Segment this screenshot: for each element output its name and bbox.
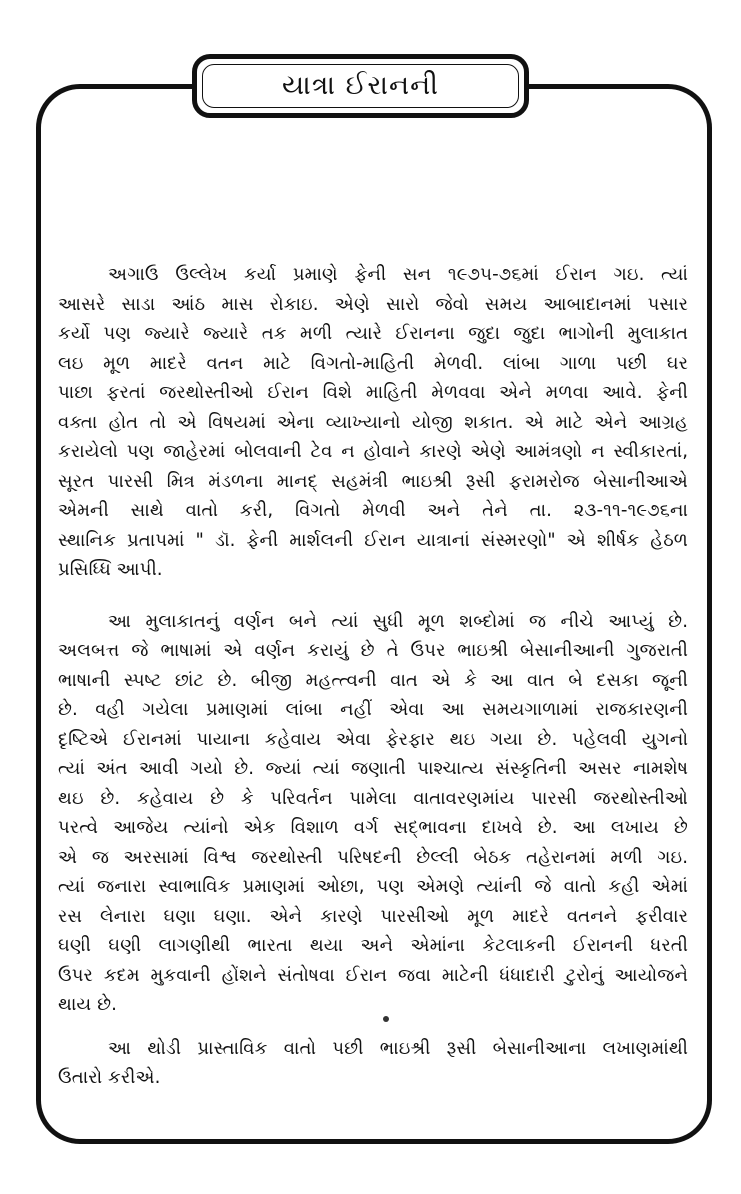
paragraph-3 (58, 1034, 688, 1093)
text-line: લઇ મૂળ માદરે વતન માટે વિગતો-માહિતી મેળવી. લાંબા ગાળા પછી ઘર (58, 352, 688, 374)
text-line: કર્યો પણ જ્યારે જ્યારે તક મળી ત્યારે ઈરાનના જુદા જુદા ભાગોની મુલાકાત (58, 323, 688, 344)
text-line: પાછા ફરતાં જરથોસ્તીઓ ઈરાન વિશે માહિતી મેળવવા એને મળવા આવે. ફેની (58, 382, 688, 403)
text-line: કરાયેલો પણ જાહેરમાં બોલવાની ટેવ ન હોવાને કારણે એણે આમંત્રણો ન સ્વીકારતાં, (58, 441, 688, 462)
text-line: ઉપર કદમ મુકવાની હોંશને સંતોષવા ઈરાન જવા માટેની ધંધાદારી ટુરોનું આયોજને (58, 964, 688, 986)
text-line: ઘણી ઘણી લાગણીથી ભારતા થયા અને એમાંના કેટલાકની ઈરાનની ધરતી (58, 935, 688, 956)
text-line: સ્થાનિક પ્રતાપમાં " ડૉ. ફેની માર્શલની ઈરાન યાત્રાનાં સંસ્મરણો" એ શીર્ષક હેઠળ (58, 529, 688, 551)
ink-dot (383, 1016, 389, 1022)
page-title: યાત્રા ઈરાનની (282, 70, 439, 101)
text-line: એ જ અરસામાં વિશ્વ જરથોસ્તી પરિષદની છેલ્લી બેઠક તહેરાનમાં મળી ગઇ. (58, 846, 688, 868)
paragraph-gap (58, 1020, 688, 1034)
text-line: એમની સાથે વાતો કરી, વિગતો મેળવી અને તેને તા. ૨૩-૧૧-૧૯૭૬ના (58, 500, 688, 521)
text-line: ત્યાં અંત આવી ગયો છે. જ્યાં ત્યાં જણાતી પાશ્ચાત્ય સંસ્કૃતિની અસર નામશેષ (58, 758, 688, 779)
text-line: પરત્વે આજેય ત્યાંનો એક વિશાળ વર્ગ સદ્ભાવના દાખવે છે. આ લખાય છે (58, 817, 688, 838)
paragraph-2 (58, 607, 688, 1020)
text-line: થઇ છે. કહેવાય છે કે પરિવર્તન પામેલા વાતાવરણમાંય પારસી જરથોસ્તીઓ (58, 787, 688, 809)
text-line: છે. વહી ગયેલા પ્રમાણમાં લાંબા નહીં એવા આ સમયગાળામાં રાજકારણની (58, 699, 688, 720)
text-line: સૂરત પારસી મિત્ર મંડળના માનદ્ સહમંત્રી ભાઇશ્રી રૂસી ફરામરોજ બેસાનીઆએ (58, 470, 688, 492)
body-text (58, 260, 688, 1093)
text-line: થાય છે. (58, 994, 117, 1015)
text-line: અલબત્ત જે ભાષામાં એ વર્ણન કરાયું છે તે ઉપર ભાઇશ્રી બેસાનીઆની ગુજરાતી (58, 640, 688, 661)
text-line: ત્યાં જનારા સ્વાભાવિક પ્રમાણમાં ઓછા, પણ એમણે ત્યાંની જે વાતો કહી એમાં (58, 876, 688, 897)
text-line: ભાષાની સ્પષ્ટ છાંટ છે. બીજી મહત્ત્વની વાત એ કે આ વાત બે દસકા જૂની (58, 669, 688, 691)
title-box (192, 54, 529, 118)
paragraph-1 (58, 260, 688, 585)
text-line: અગાઉ ઉલ્લેખ કર્યા પ્રમાણે ફેની સન ૧૯૭૫-૭૬માં ઈરાન ગઇ. ત્યાં (108, 264, 688, 285)
text-line: આ થોડી પ્રાસ્તાવિક વાતો પછી ભાઇશ્રી રૂસી બેસાનીઆના લખાણમાંથી (108, 1037, 688, 1059)
text-line: રસ લેનારા ઘણા ઘણા. એને કારણે પારસીઓ મૂળ માદરે વતનને ફરીવાર (58, 905, 688, 927)
text-line: વક્તા હોત તો એ વિષયમાં એના વ્યાખ્યાનો યોજી શકાત. એ માટે એને આગ્રહ (58, 411, 688, 433)
text-line: આસરે સાડા આંઠ માસ રોકાઇ. એણે સારો જેવો સમય આબાદાનમાં પસાર (58, 293, 688, 315)
text-line: પ્રસિધ્ધિ આપી. (58, 559, 163, 580)
text-line: આ મુલાકાતનું વર્ણન બને ત્યાં સુધી મૂળ શબ્દોમાં જ નીચે આપ્યું છે. (108, 610, 688, 632)
text-line: ઉતારો કરીએ. (58, 1067, 161, 1088)
text-line: દૃષ્ટિએ ઈરાનમાં પાયાના કહેવાય એવા ફેરફાર થઇ ગયા છે. પહેલવી યુગનો (58, 728, 688, 750)
paragraph-gap (58, 585, 688, 607)
